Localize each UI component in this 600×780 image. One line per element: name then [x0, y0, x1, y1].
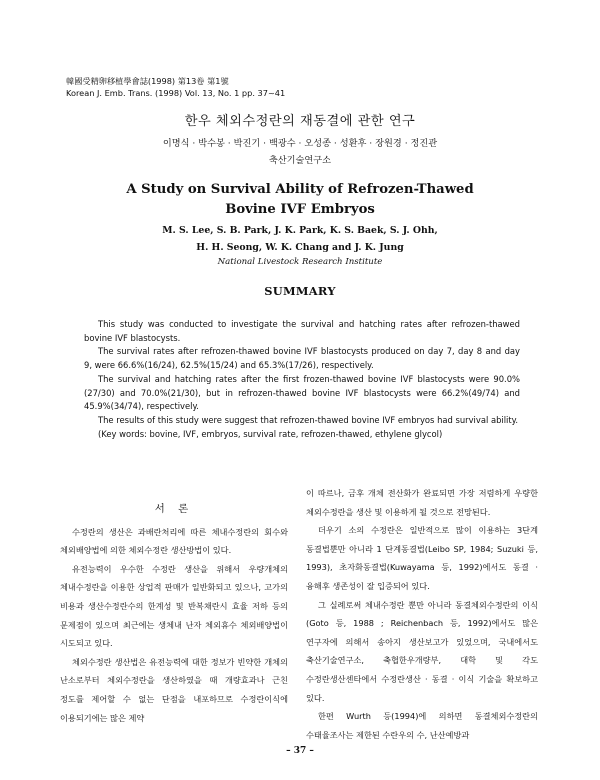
left-column [60, 500, 288, 727]
korean-title: 한우 체외수정란의 재동결에 관한 연구 [184, 114, 416, 129]
body-paragraph: 그 실례로써 체내수정란 뿐만 아니라 동결체외수정란의 이식 (Goto 등, 1988 ; Reichenbach 등, 1992)에서도 많은 연구자에 의해서 송아지 생산보고가 있었으며, 국내에서도 축산기술연구소, 축협한우개량부, 대학 및 각도 수정란생산센타에서 수정란생산 · 동결 · 이식 기술을 확보하고 있다. [306, 599, 538, 703]
body-paragraph: 더우기 소의 수정란은 일반적으로 많이 이용하는 3단계 동결법뿐만 아니라 1 단계동결법(Leibo SP, 1984; Suzuki 등, 1993), 초자화동결법(Kuwayama 등, 1992)에서도 동결 · 융해후 생존성이 잘 입증되어 있다. [306, 525, 538, 591]
abstract-paragraph: The survival rates after refrozen-thawed bovine IVF blastocysts produced on day 7, day 8 and day 9, were 66.6%(16/24), 62.5%(15/24) and 65.3%(17/26), respectively. [84, 346, 520, 371]
summary-heading: SUMMARY [264, 284, 336, 298]
body-paragraph: 수정란의 생산은 과배란처리에 따른 체내수정란의 회수와 체외배양법에 의한 체외수정란 생산방법이 있다. [60, 526, 288, 556]
abstract-paragraph: This study was conducted to investigate the survival and hatching rates after refrozen-thawed bovine IVF blastocysts. [84, 319, 520, 343]
journal-header-english: Korean J. Emb. Trans. (1998) Vol. 13, No. 1 pp. 37~41 [66, 87, 286, 98]
page-number: – 37 – [286, 746, 314, 756]
korean-authors: 이명식 · 박수봉 · 박진기 · 백광수 · 오성종 · 성환후 · 장원경 · 정진관 [162, 138, 438, 149]
body-paragraph: 한편 Wurth 등(1994)에 의하면 동결체외수정란의 수태율조사는 제한된 수란우의 수, 난산예방과 [306, 711, 538, 740]
korean-institute: 축산기술연구소 [268, 155, 332, 166]
right-column [306, 484, 538, 744]
abstract-paragraph: The survival and hatching rates after the first frozen-thawed bovine IVF blastocysts were 90.0%(27/30) and 70.0%(21/30), but in refrozen-thawed bovine IVF blastocysts were 66.2%(49/74) and 45.9%(34/74), respectively. [84, 373, 520, 412]
english-authors [0, 222, 600, 256]
english-authors-line2: H. H. Seong, W. K. Chang and J. K. Jung [196, 242, 404, 253]
journal-header-korean: 韓國受精卵移植學會誌(1998) 第13卷 第1號 [66, 76, 229, 86]
english-institute: National Livestock Research Institute [217, 257, 383, 267]
body-paragraph: 유전능력이 우수한 수정란 생산을 위해서 우량개체의 체내수정란을 이용한 상업적 판매가 일반화되고 있으나, 고가의 비용과 생산수정란수의 한계성 및 반복채란시 효율 저하 등의 문제점이 있으며 최근에는 생체내 난자 체외휴수 체외배양법이 시도되고 있다. [60, 563, 288, 649]
keywords: (Key words: bovine, IVF, embryos, survival rate, refrozen-thawed, ethylene glycol) [98, 428, 443, 439]
english-title [0, 180, 600, 220]
abstract-paragraph: The results of this study were suggest that refrozen-thawed bovine IVF embryos had survival ability. [98, 414, 519, 425]
body-paragraph: 체외수정란 생산법은 유전능력에 대한 정보가 빈약한 개체의 난소로부터 체외수정란을 생산하였을 때 개량효과나 근친 정도를 제어할 수 없는 단점을 내포하므로 수정란이식에 이용되기에는 많은 제약 [60, 656, 288, 723]
english-title-line2: Bovine IVF Embryos [225, 202, 375, 217]
body-paragraph: 이 따르나, 금후 개체 전산화가 완료되면 가장 저렴하게 우량한 체외수정란을 생산 및 이용하게 될 것으로 전망된다. [306, 488, 538, 517]
english-authors-line1: M. S. Lee, S. B. Park, J. K. Park, K. S. Baek, S. J. Ohh, [162, 225, 438, 236]
abstract [84, 318, 520, 441]
introduction-heading: 서 론 [154, 503, 194, 515]
english-title-line1: A Study on Survival Ability of Refrozen-Thawed [126, 182, 474, 197]
journal-header [66, 76, 285, 99]
